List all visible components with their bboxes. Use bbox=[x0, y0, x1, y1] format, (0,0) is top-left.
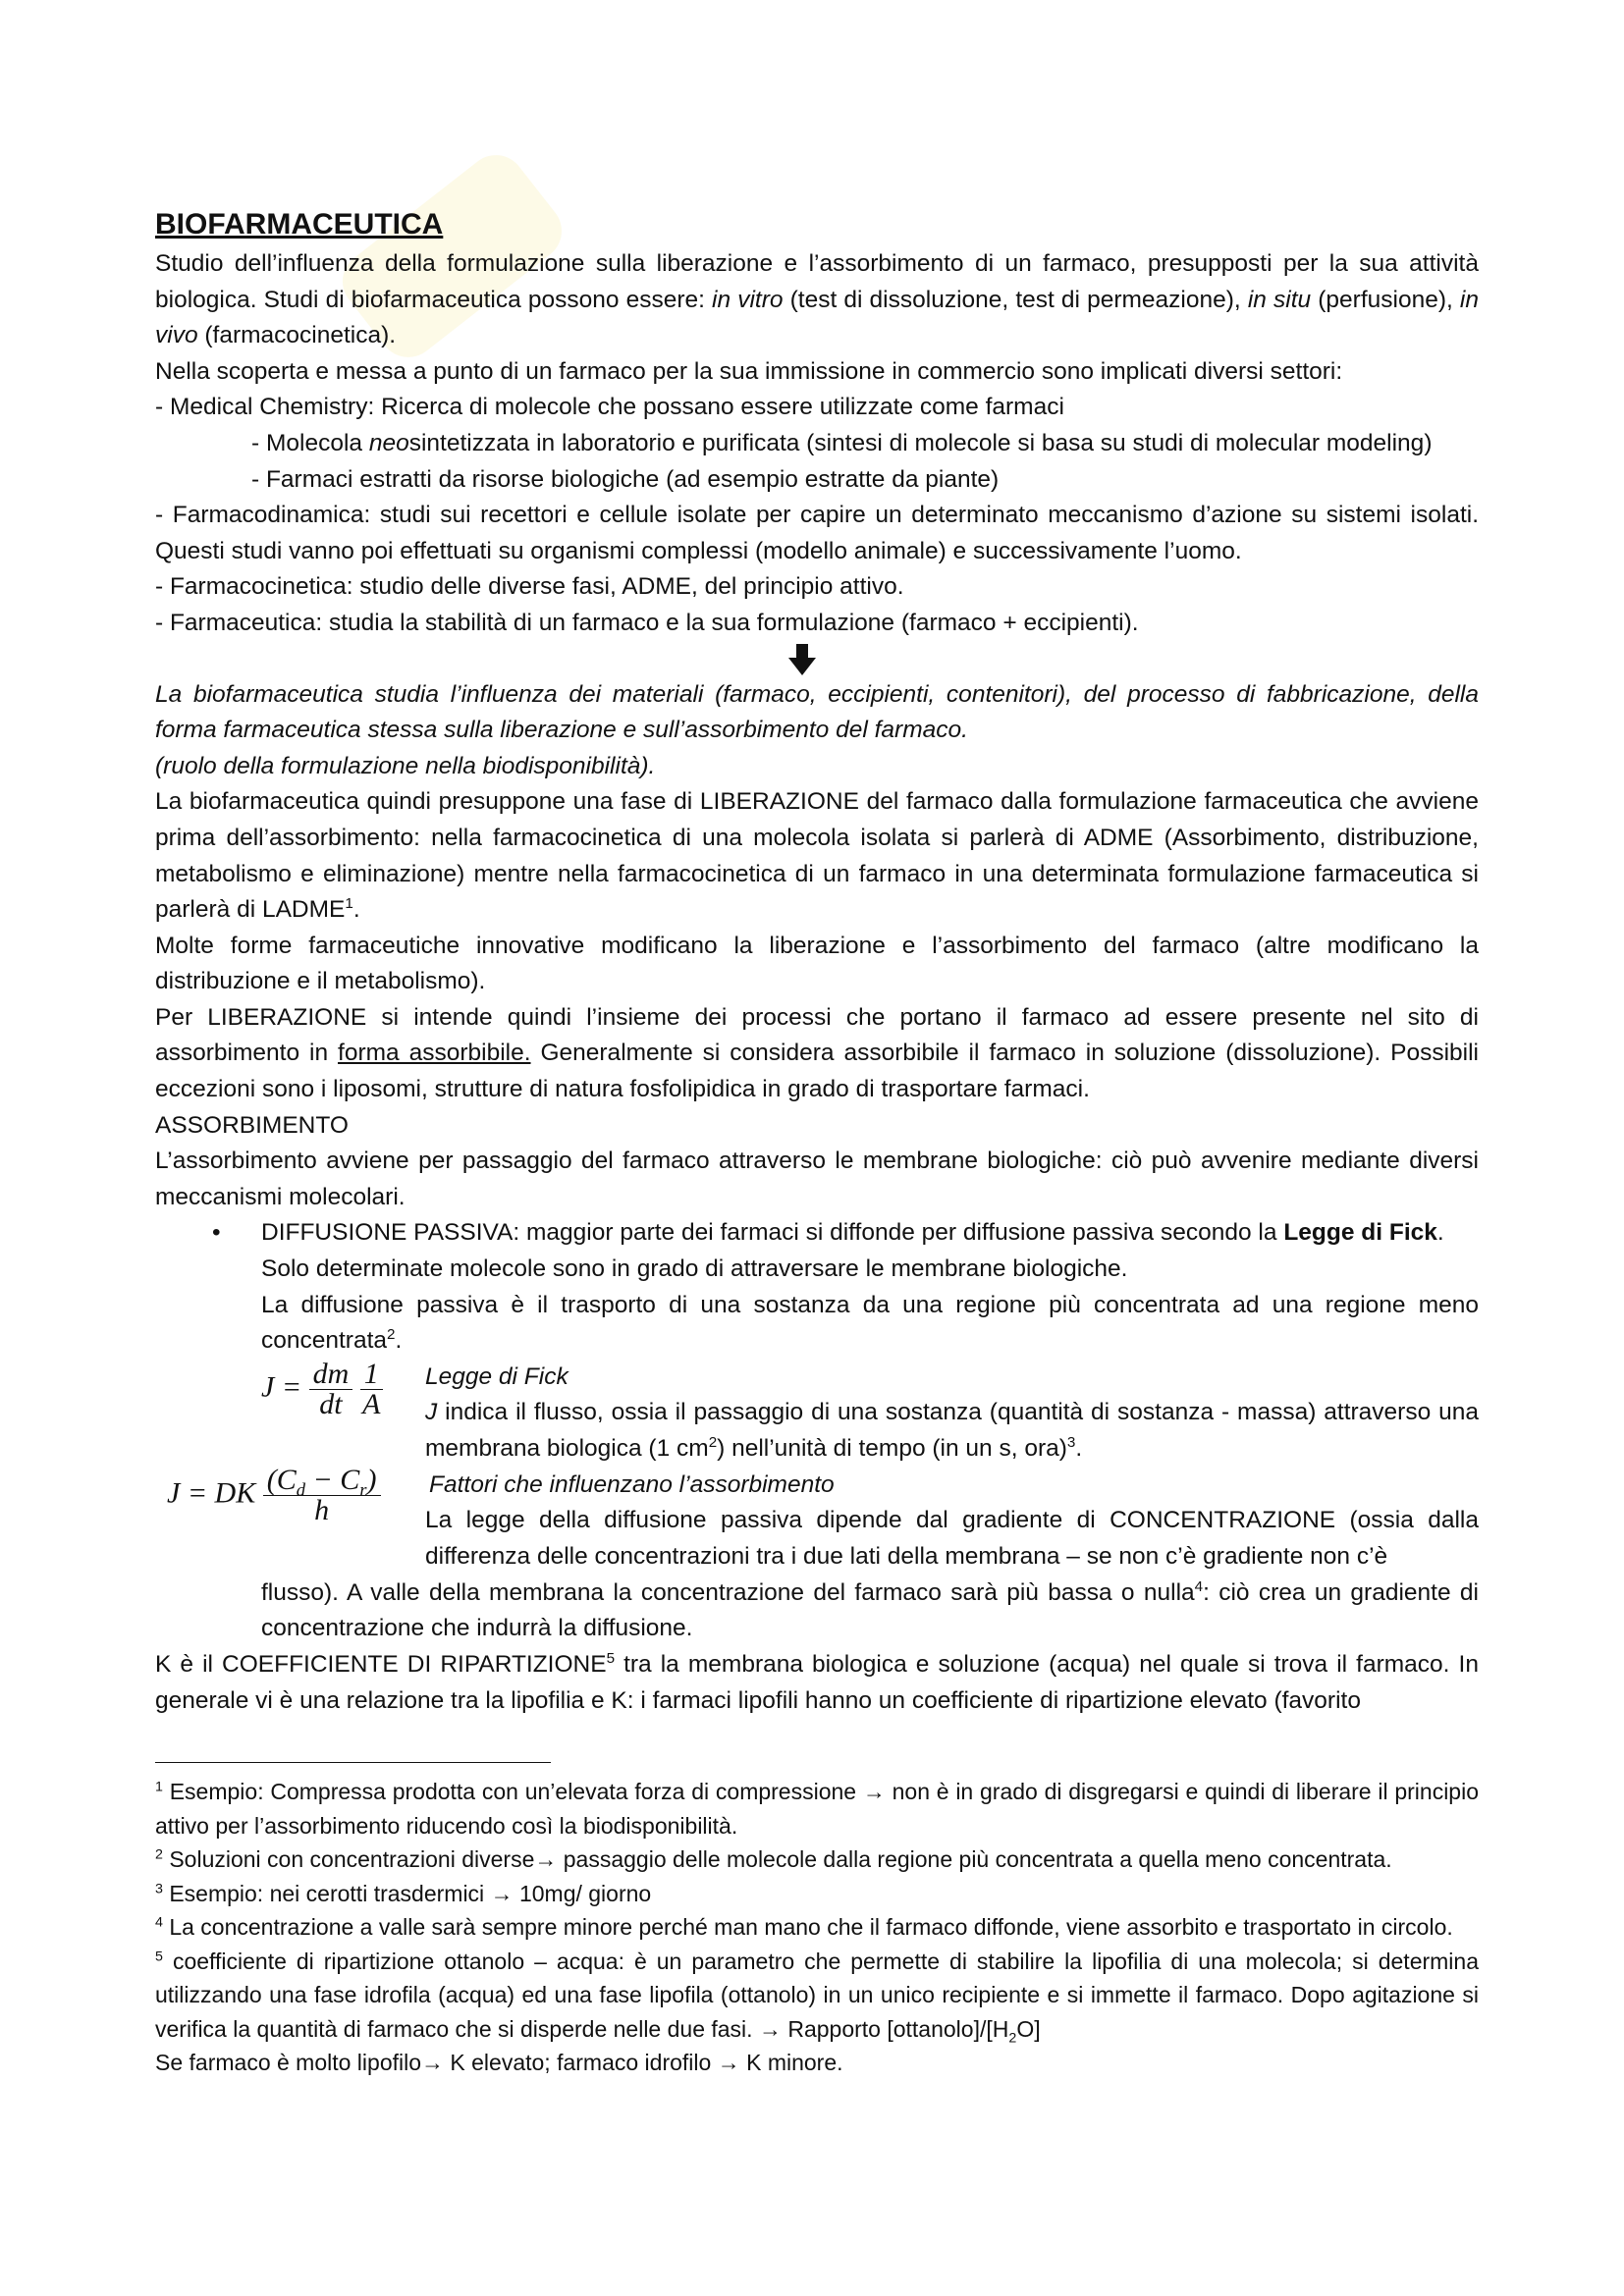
forms-paragraph: Molte forme farmaceutiche innovative modificano la liberazione e l’assorbimento del farmaco (altre modificano la distribuzione e il metabolismo). bbox=[155, 932, 1479, 995]
ladme-paragraph: La biofarmaceutica quindi presuppone una fase di LIBERAZIONE del farmaco dalla formulazione farmaceutica che avviene prima dell’assorbimento: nella farmacocinetica di una molecola isolata si parlerà di ADME (Assorbimento, distribuzione, metabolismo e eliminazione) mentre nella farmacocinetica di un farmaco in una determinata formulazione farmaceutica si parlerà di LADME$^1$. bbox=[155, 788, 1479, 924]
intro-paragraph: Studio dell’influenza della formulazione sulla liberazione e l’assorbimento di un farmaco, presupposti per la sua attività biologica. Studi di biofarmaceutica possono essere: in vitro (test di dissoluzione, test di permeazione), in situ (perfusione), in vivo (farmacocinetica). bbox=[155, 250, 1479, 349]
document-page bbox=[155, 203, 1479, 2080]
sector-sub-natural: - Farmaci estratti da risorse biologiche (ad esempio estratte da piante) bbox=[251, 465, 1000, 493]
sector-sub-neosynthesis: - Molecola neosintetizzata in laboratorio e purificata (sintesi di molecole si basa su studi di molecular modeling) bbox=[251, 429, 1433, 456]
bullet-line-1: DIFFUSIONE PASSIVA: maggior parte dei farmaci si diffonde per diffusione passiva secondo la Legge di Fick. bbox=[261, 1219, 1444, 1247]
sector-farmacocinetica: - Farmacocinetica: studio delle diverse fasi, ADME, del principio attivo. bbox=[155, 573, 904, 601]
fick-flux-description: J indica il flusso, ossia il passaggio di una sostanza (quantità di sostanza - massa) attraverso una membrana biologica (1 $cm^2$) nell’unità di tempo (in un s, ora)$^3$. bbox=[425, 1399, 1479, 1462]
arrow-icon: → bbox=[490, 1880, 514, 1906]
fick-heading: Legge di Fick bbox=[425, 1362, 568, 1390]
sectors-intro: Nella scoperta e messa a punto di un farmaco per la sua immissione in commercio sono implicati diversi settori: bbox=[155, 357, 1343, 385]
footnote-2: $^2$ Soluzioni con concentrazioni diverse→ passaggio delle molecole dalla regione più concentrata a quella meno concentrata. bbox=[155, 1846, 1392, 1873]
fick-text bbox=[425, 1360, 1479, 1575]
arrow-icon: → bbox=[421, 2050, 445, 2076]
definition-italic: La biofarmaceutica studia l’influenza dei materiali (farmaco, eccipienti, contenitori), del processo di fabbricazione, della forma farmaceutica stessa sulla liberazione e sull’assorbimento del farmaco. bbox=[155, 680, 1479, 744]
fick-formula-dk: J = DK $\frac{(C_d - C_r)}{h}$ bbox=[167, 1466, 381, 1525]
footnote-3: $^3$ Esempio: nei cerotti trasdermici → 10mg/ giorno bbox=[155, 1880, 652, 1906]
bullet-line-2: Solo determinate molecole sono in grado di attraversare le membrane biologiche. bbox=[261, 1255, 1128, 1283]
footnote-5: $^5$ coefficiente di ripartizione ottanolo – acqua: è un parametro che permette di stabilire la lipofilia di una molecola; si determina utilizzando una fase idrofila (acqua) ed una fase lipofila (ottanolo) in un unico recipiente e si immette il farmaco. Dopo agitazione si verifica la quantità di farmaco che si disperde nelle due fasi. → Rapporto $[ottanolo]/[H_2O]$ bbox=[155, 1948, 1479, 2047]
footnote-1: $^1$ Esempio: Compressa prodotta con un’elevata forza di compressione → non è in grado di disgregarsi e quindi di liberare il principio attivo per l’assorbimento riducendo così la biodisponibilità. bbox=[155, 1779, 1479, 1839]
page-title: BIOFARMACEUTICA bbox=[155, 208, 444, 240]
definition-role: (ruolo della formulazione nella biodisponibilità). bbox=[155, 752, 656, 779]
fick-gradient-continued: flusso). A valle della membrana la concentrazione del farmaco sarà più bassa o nulla$^4$: ciò crea un gradiente di concentrazione che indurrà la diffusione. bbox=[261, 1577, 1479, 1642]
k-coefficient-paragraph: K è il COEFFICIENTE DI RIPARTIZIONE$^5$ tra la membrana biologica e soluzione (acqua) nel quale si trova il farmaco. In generale vi è una relazione tra la lipofilia e K: i farmaci lipofili hanno un coefficiente di ripartizione elevato (favorito bbox=[155, 1649, 1479, 1714]
arrow-row bbox=[155, 642, 1479, 677]
footnotes bbox=[155, 1775, 1479, 2080]
liberation-paragraph: Per LIBERAZIONE si intende quindi l’insieme dei processi che portano il farmaco ad essere presente nel sito di assorbimento in forma assorbibile. Generalmente si considera assorbibile il farmaco in soluzione (dissoluzione). Possibili eccezioni sono i liposomi, strutture di natura fosfolipidica in grado di trasportare farmaci. bbox=[155, 1003, 1479, 1103]
fick-fattori-heading: Fattori che influenzano l’assorbimento bbox=[429, 1470, 835, 1498]
footnote-5-continued: Se farmaco è molto lipofilo→ K elevato; farmaco idrofilo → K minore. bbox=[155, 2050, 843, 2076]
footnote-ref-4: 4 bbox=[1194, 1577, 1204, 1595]
fick-gradient-text: La legge della diffusione passiva dipende dal gradiente di CONCENTRAZIONE (ossia dalla differenza delle concentrazioni tra i due lati della membrana – se non c’è gradiente non c’è bbox=[425, 1507, 1479, 1570]
down-arrow-icon bbox=[788, 644, 816, 675]
fick-section bbox=[155, 1357, 1479, 1640]
footnote-ref-2: 2 bbox=[387, 1326, 396, 1344]
footnote-separator bbox=[155, 1762, 551, 1763]
bullet-line-3: La diffusione passiva è il trasporto di una sostanza da una regione più concentrata ad una regione meno concentrata$^2$. bbox=[261, 1291, 1479, 1355]
arrow-icon: → bbox=[534, 1846, 558, 1873]
sector-farmaceutica: - Farmaceutica: studia la stabilità di un farmaco e la sua formulazione (farmaco + eccipienti). bbox=[155, 609, 1139, 636]
absorption-paragraph: L’assorbimento avviene per passaggio del farmaco attraverso le membrane biologiche: ciò può avvenire mediante diversi meccanismi molecolari. bbox=[155, 1148, 1479, 1210]
fick-formula-flux: J = $\frac{dm}{dt}$ $\frac{1}{A}$ bbox=[261, 1360, 383, 1419]
arrow-icon: → bbox=[758, 2015, 782, 2042]
bullet-passive-diffusion bbox=[155, 1215, 1479, 1359]
sector-farmacodinamica: - Farmacodinamica: studi sui recettori e cellule isolate per capire un determinato meccanismo d’azione su sistemi isolati. Questi studi vanno poi effettuati su organismi complessi (modello animale) e successivamente l’uomo. bbox=[155, 502, 1479, 564]
footnote-ref-5: 5 bbox=[606, 1649, 616, 1667]
bullet-dot: • bbox=[212, 1219, 221, 1247]
sector-medical-chemistry: - Medical Chemistry: Ricerca di molecole che possano essere utilizzate come farmaci bbox=[155, 394, 1064, 421]
arrow-icon: → bbox=[862, 1779, 886, 1805]
footnote-4: $^4$ La concentrazione a valle sarà sempre minore perché man mano che il farmaco diffonde, viene assorbito e trasportato in circolo. bbox=[155, 1914, 1453, 1941]
footnote-ref-3: 3 bbox=[1066, 1433, 1076, 1451]
section-heading-assorbimento: ASSORBIMENTO bbox=[155, 1111, 349, 1139]
arrow-icon: → bbox=[717, 2050, 740, 2076]
footnote-ref-1: 1 bbox=[345, 894, 353, 912]
